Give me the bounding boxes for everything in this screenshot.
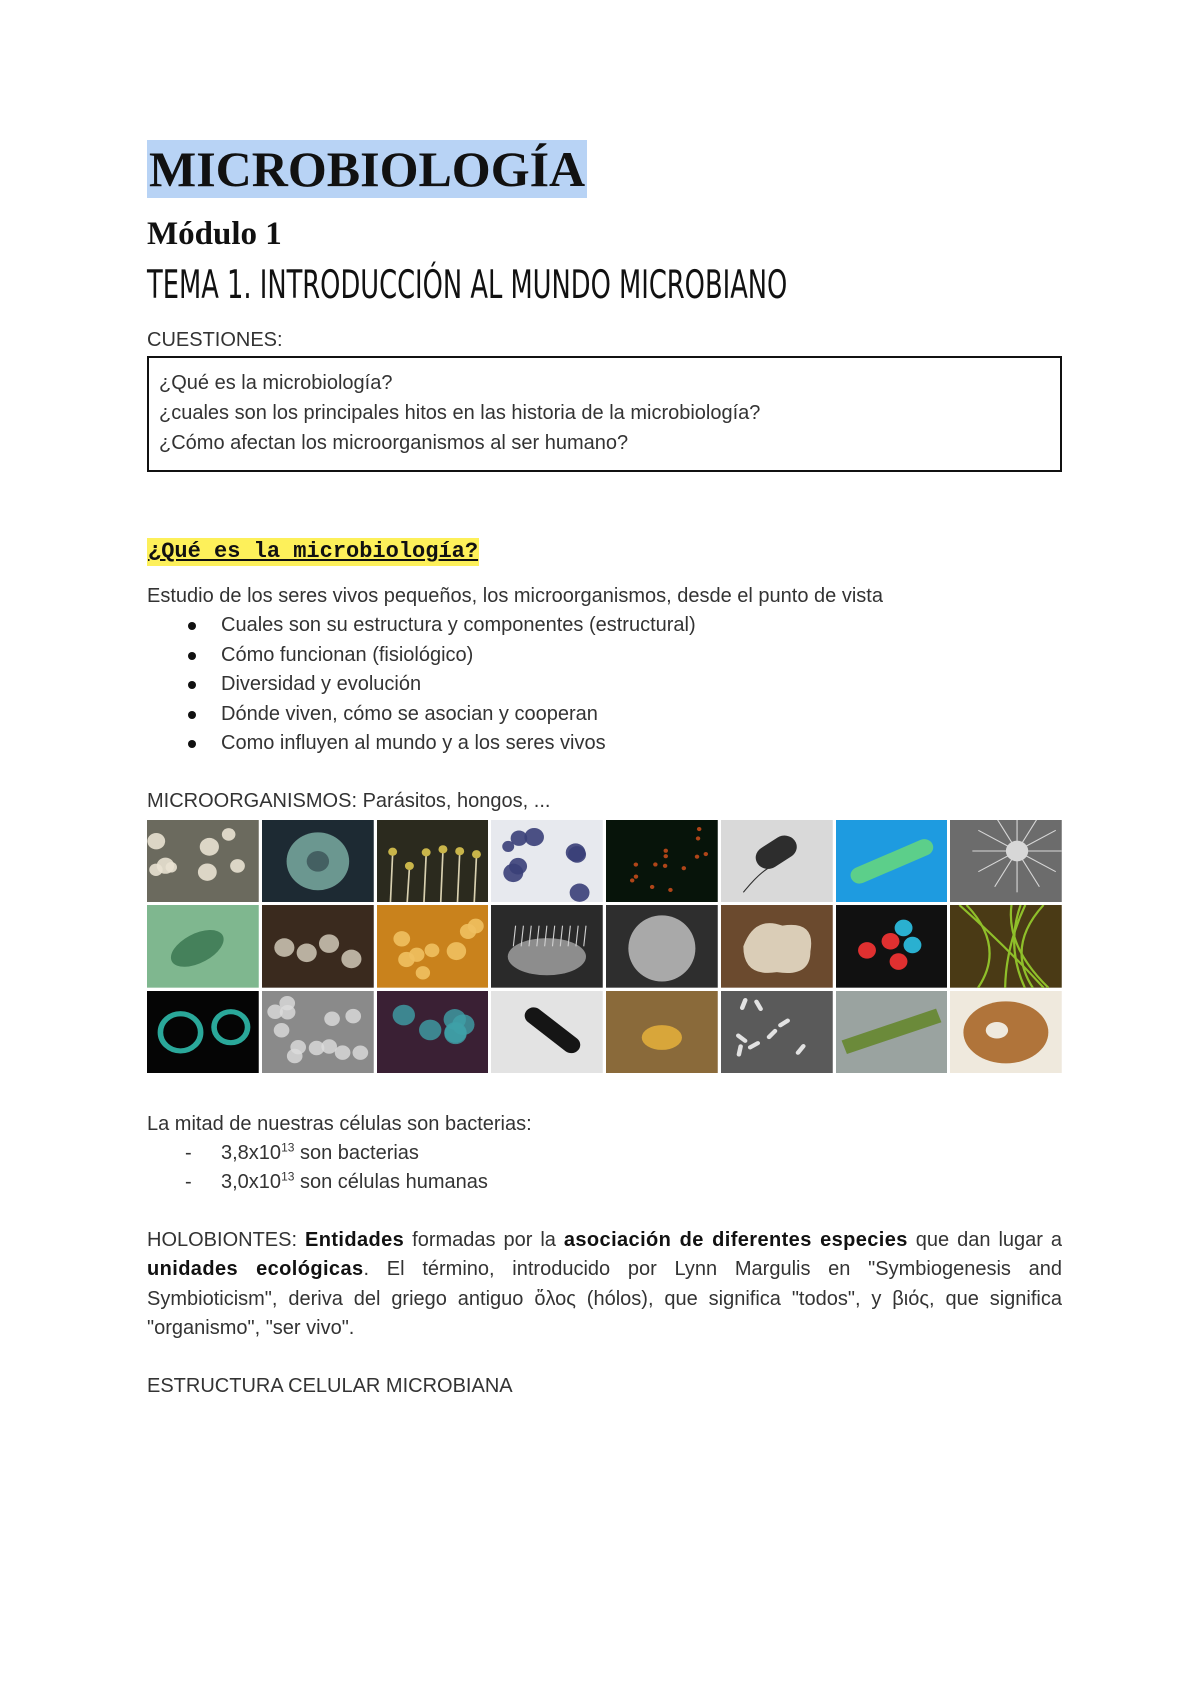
questions-label: CUESTIONES:: [147, 329, 283, 351]
microorganism-image: [491, 905, 603, 988]
bullet-icon: [188, 711, 196, 719]
question-item: ¿cuales son los principales hitos en las historia de la microbiología?: [159, 402, 761, 424]
microorganism-image: [491, 820, 603, 903]
microorganism-image: [950, 905, 1062, 988]
microorganism-image: [606, 905, 718, 988]
module-heading: Módulo 1: [147, 216, 282, 252]
bullet-item: Cuales son su estructura y componentes (estructural): [221, 611, 1062, 641]
bullet-item: Dónde viven, cómo se asocian y cooperan: [221, 700, 1062, 730]
document-title: MICROBIOLOGÍA: [149, 141, 586, 197]
microorganism-image: [950, 991, 1062, 1074]
microorganism-image: [147, 820, 259, 903]
bullet-item: Cómo funcionan (fisiológico): [221, 641, 1062, 671]
microorganisms-label: MICROORGANISMOS: Parásitos, hongos, ...: [147, 789, 551, 812]
microorganism-image: [606, 991, 718, 1074]
microorganism-image: [147, 905, 259, 988]
bacteria-intro: La mitad de nuestras células son bacterias:: [147, 1112, 532, 1135]
microorganism-image: [262, 905, 374, 988]
bullet-list: [147, 611, 1062, 759]
dash-list: [147, 1139, 1062, 1198]
bullet-icon: [188, 681, 196, 689]
microorganism-image: [721, 991, 833, 1074]
dash-item: - $3,8x10^{13}$ son bacterias: [185, 1139, 419, 1164]
microorganism-image: [721, 905, 833, 988]
microorganism-image: [147, 991, 259, 1074]
microorganism-image-grid: [147, 820, 1062, 1074]
microorganism-image: [377, 991, 489, 1074]
microorganism-image: [262, 991, 374, 1074]
microorganism-image: [262, 820, 374, 903]
dash-item: - $3,0x10^{13}$ son células humanas: [185, 1169, 488, 1193]
question-item: ¿Cómo afectan los microorganismos al ser humano?: [159, 432, 629, 454]
section-intro: Estudio de los seres vivos pequeños, los microorganismos, desde el punto de vista: [147, 585, 883, 607]
microorganism-image: [836, 991, 948, 1074]
bullet-icon: [188, 652, 196, 660]
bullet-icon: [188, 622, 196, 630]
microorganism-image: [721, 820, 833, 903]
section-heading: ¿Qué es la microbiología?: [148, 539, 479, 564]
microorganism-image: [836, 905, 948, 988]
bullet-icon: [188, 740, 196, 748]
microorganism-image: [836, 820, 948, 903]
document-page: [147, 140, 1062, 1401]
holobiontes-paragraph: HOLOBIONTES: Entidades formadas por la asociación de diferentes especies que dan lugar a unidades ecológicas. El término, introducido por Lynn Margulis en "Symbiogenesis and Symbioticism", deriva del griego antiguo ὅλος (hólos), que significa "todos", y βιός, que significa "organismo", "ser vivo".: [147, 1228, 1063, 1339]
questions-box: [147, 356, 1062, 472]
microorganism-image: [606, 820, 718, 903]
question-item: ¿Qué es la microbiología?: [159, 372, 393, 394]
next-section-heading: ESTRUCTURA CELULAR MICROBIANA: [147, 1374, 513, 1397]
microorganism-image: [377, 820, 489, 903]
topic-heading: TEMA 1. INTRODUCCIÓN AL MUNDO MICROBIANO: [147, 263, 788, 308]
microorganism-image: [377, 905, 489, 988]
bullet-item: Como influyen al mundo y a los seres vivos: [221, 729, 1062, 759]
bullet-item: Diversidad y evolución: [221, 670, 1062, 700]
microorganism-image: [950, 820, 1062, 903]
microorganism-image: [491, 991, 603, 1074]
